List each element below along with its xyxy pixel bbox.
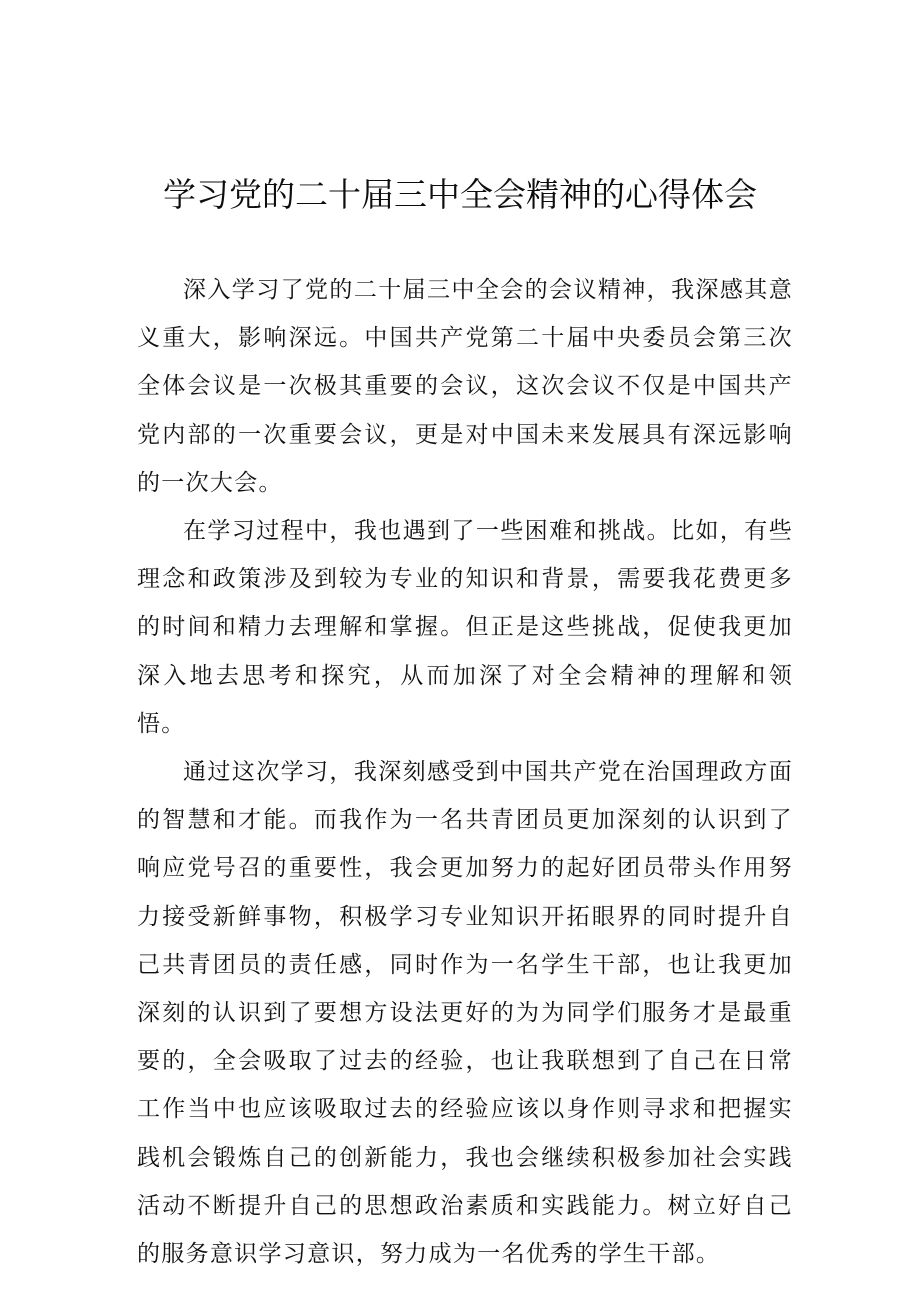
document-title: 学习党的二十届三中全会精神的心得体会 (163, 175, 757, 214)
paragraph-1: 深入学习了党的二十届三中全会的会议精神，我深感其意义重大，影响深远。中国共产党第二十届中央委员会第三次全体会议是一次极其重要的会议，这次会议不仅是中国共产党内部的一次重要会议，更是对中国未来发展具有深远影响的一次大会。 (137, 277, 793, 496)
document-body (137, 266, 793, 1278)
paragraph-2: 在学习过程中，我也遇到了一些困难和挑战。比如，有些理念和政策涉及到较为专业的知识和背景，需要我花费更多的时间和精力去理解和掌握。但正是这些挑战，促使我更加深入地去思考和探究，从而加深了对全会精神的理解和领悟。 (137, 518, 793, 737)
paragraph-3: 通过这次学习，我深刻感受到中国共产党在治国理政方面的智慧和才能。而我作为一名共青团员更加深刻的认识到了响应党号召的重要性，我会更加努力的起好团员带头作用努力接受新鲜事物，积极学习专业知识开拓眼界的同时提升自己共青团员的责任感，同时作为一名学生干部，也让我更加深刻的认识到了要想方设法更好的为为同学们服务才是最重要的，全会吸取了过去的经验，也让我联想到了自己在日常工作当中也应该吸取过去的经验应该以身作则寻求和把握实践机会锻炼自己的创新能力，我也会继续积极参加社会实践活动不断提升自己的思想政治素质和实践能力。树立好自己的服务意识学习意识，努力成为一名优秀的学生干部。 (137, 759, 793, 1268)
